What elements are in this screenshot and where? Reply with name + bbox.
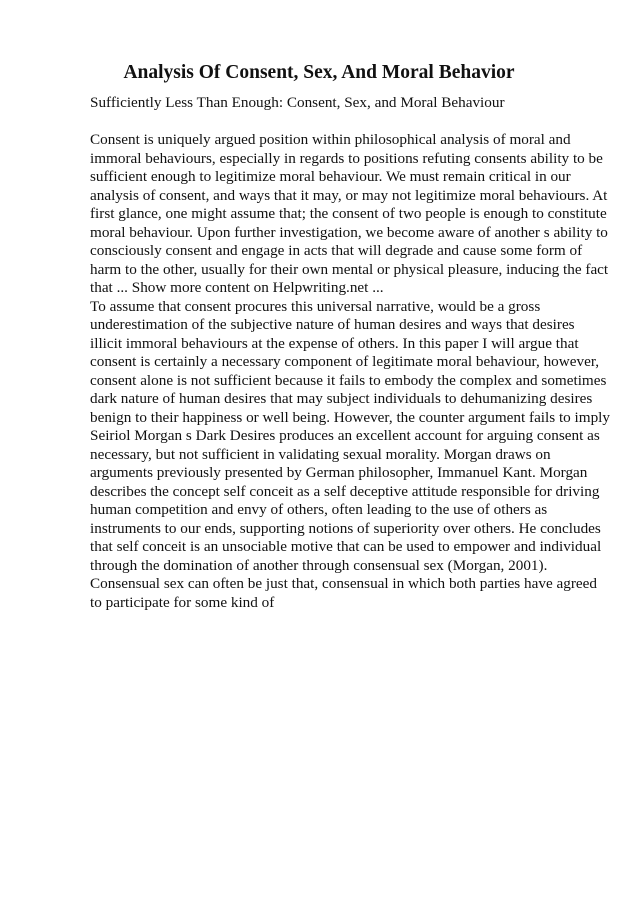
paragraph-line: immoral behaviours, especially in regards to positions refuting consents ability to be (90, 149, 603, 167)
document-title: Analysis Of Consent, Sex, And Moral Behavior (123, 62, 515, 83)
paragraph-last-line (90, 279, 560, 298)
paragraph-line: arguments previously presented by German philosopher, Immanuel Kant. Morgan (90, 464, 588, 481)
paragraph-line-prefix: that ... (90, 279, 132, 296)
paragraph-line: benign to their happiness or well being. However, the counter argument fails to imply (90, 408, 611, 426)
paragraph-line: that self conceit is an unsociable motive that can be used to empower and individual (90, 538, 602, 555)
paragraph-line: consent is certainly a necessary component of legitimate moral behaviour, however, (90, 353, 600, 370)
paragraph-line: To assume that consent procures this universal narrative, would be a gross (90, 297, 541, 315)
document-body (90, 94, 611, 612)
paragraph-line: to participate for some kind of (90, 593, 275, 611)
paragraph-line: through the domination of another through consensual sex (Morgan, 2001). (90, 556, 548, 574)
paragraph-line: sufficient enough to legitimize moral behaviour. We must remain critical in our (90, 168, 571, 185)
paragraph-line: dark nature of human desires that may subject individuals to dehumanizing desires (90, 390, 593, 407)
paragraph-1 (90, 131, 609, 298)
document-subtitle: Sufficiently Less Than Enough: Consent, Sex, and Moral Behaviour (90, 94, 505, 111)
paragraph-line: underestimation of the subjective nature of human desires and ways that desires (90, 316, 575, 333)
paragraph-line: consciously consent and engage in acts that will degrade and cause some form of (90, 242, 583, 259)
paragraph-line: Seiriol Morgan s Dark Desires produces an excellent account for arguing consent as (90, 427, 600, 444)
paragraph-line: first glance, one might assume that; the consent of two people is enough to constitute (90, 205, 607, 222)
paragraph-2 (90, 297, 611, 613)
paragraph-line: describes the concept self conceit as a self deceptive attitude responsible for driving (90, 482, 600, 500)
paragraph-line: consent alone is not sufficient because it fails to embody the complex and sometimes (90, 371, 607, 389)
paragraph-line: moral behaviour. Upon further investigation, we become aware of another s ability to (90, 223, 608, 241)
show-more-link[interactable]: Show more content on Helpwriting.net ... (131, 279, 384, 296)
paragraph-line: instruments to our ends, supporting notions of superiority over others. He concludes (90, 519, 601, 537)
paragraph-spacer (90, 113, 560, 132)
paragraph-line: necessary, but not sufficient in validating sexual morality. Morgan draws on (90, 445, 551, 463)
paragraph-line: illicit immoral behaviours at the expense of others. In this paper I will argue that (90, 334, 579, 352)
paragraph-line: human competition and envy of others, often leading to the use of others as (90, 501, 548, 518)
paragraph-line: Consent is uniquely argued position within philosophical analysis of moral and (90, 131, 571, 148)
paragraph-line: analysis of consent, and ways that it may, or may not legitimize moral behaviours. At (90, 186, 608, 204)
paragraph-line: Consensual sex can often be just that, consensual in which both parties have agreed (90, 575, 597, 592)
paragraph-line: harm to the other, usually for their own mental or physical pleasure, inducing the fact (90, 260, 609, 278)
